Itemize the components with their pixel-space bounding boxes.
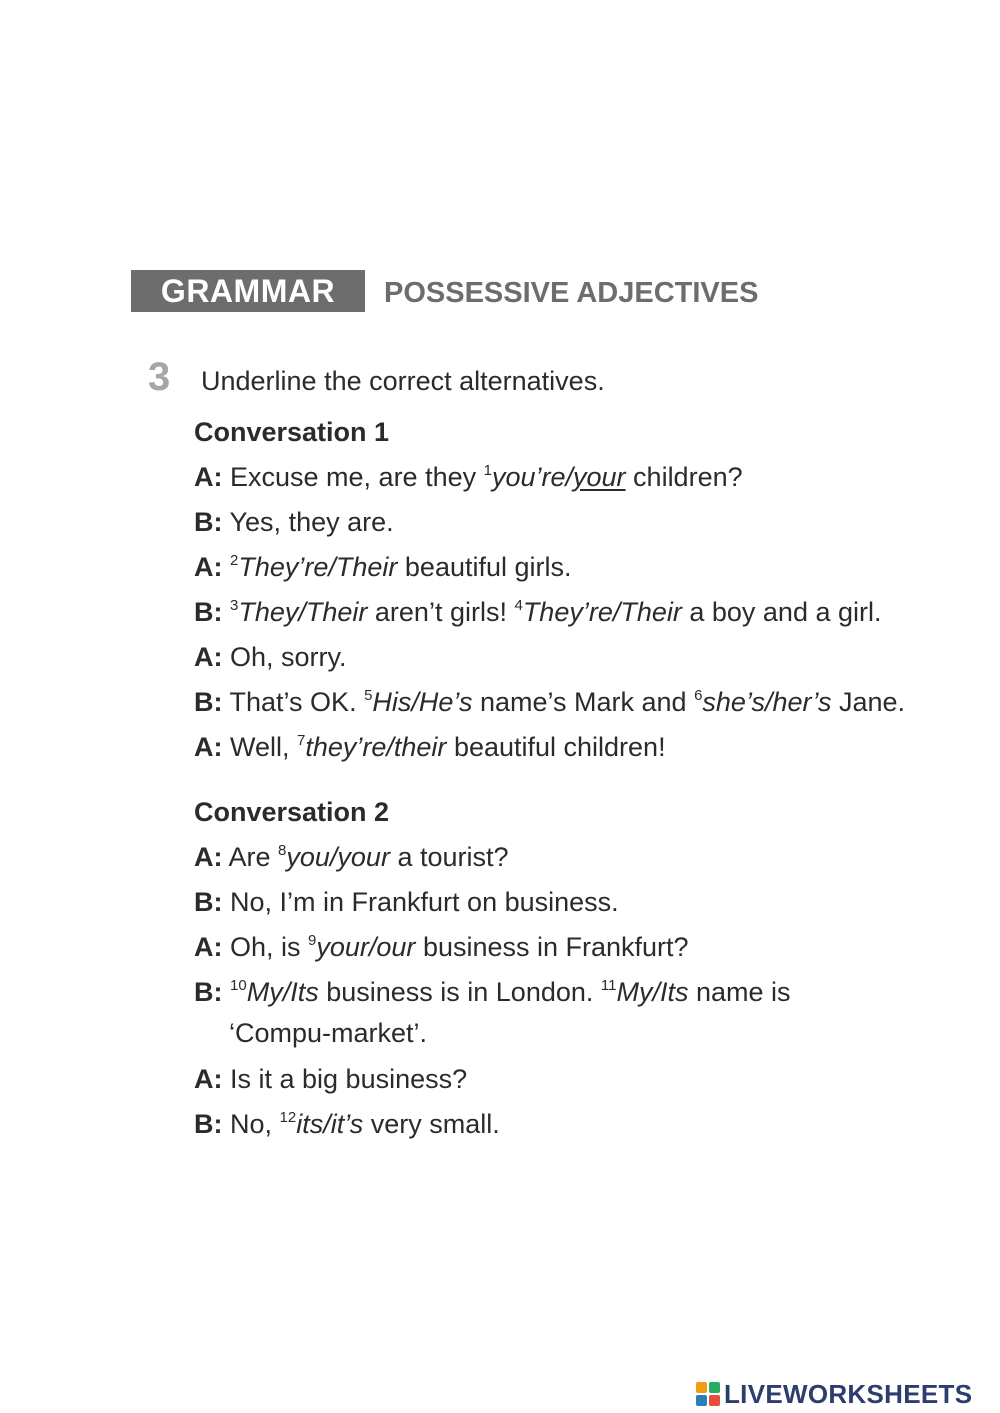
speaker-label: A: [194,552,223,582]
item-number: 10 [230,977,247,994]
dialogue-line-continuation: ‘Compu-market’. [229,1018,428,1048]
option-alternative[interactable]: she’s/her’s [702,687,832,717]
line-text: business is in London. [318,977,601,1007]
item-number: 11 [600,977,617,994]
line-text: a boy and a girl. [681,597,882,627]
line-text [223,977,231,1007]
brand-name: LIVEWORKSHEETS [724,1379,973,1409]
option-alternative-underlined[interactable]: your [573,462,626,492]
item-number: 5 [364,687,373,704]
line-text: name’s Mark and [472,687,695,717]
speaker-label: A: [194,732,223,762]
line-text: No, I’m in Frankfurt on business. [222,887,619,917]
dialogue-line [194,838,509,876]
option-alternative[interactable]: They/Their [238,597,368,627]
grammar-tag: GRAMMAR [131,270,365,312]
option-alternative[interactable]: you/your [286,842,390,872]
line-text: business in Frankfurt? [415,932,689,962]
conversation-1-title: Conversation 1 [194,417,390,447]
item-number: 8 [278,842,287,859]
logo-square [709,1382,720,1393]
dialogue-line [194,683,905,721]
item-number: 7 [297,732,306,749]
speaker-label: A: [194,932,223,962]
liveworksheets-logo-icon [696,1382,720,1406]
conversation-2-title: Conversation 2 [194,797,390,827]
line-text: children? [625,462,743,492]
option-alternative[interactable]: His/He’s [372,687,473,717]
speaker-label: B: [194,977,223,1007]
speaker-label: B: [194,887,223,917]
line-text: very small. [363,1109,500,1139]
item-number: 1 [483,462,492,479]
line-text: Is it a big business? [222,1064,468,1094]
option-alternative[interactable]: you’re/ [491,462,574,492]
dialogue-line [194,503,394,541]
line-text: name is [688,977,791,1007]
item-number: 4 [514,597,523,614]
item-number: 3 [230,597,239,614]
dialogue-line [194,928,689,966]
exercise-instruction: Underline the correct alternatives. [201,366,605,396]
item-number: 2 [230,552,239,569]
dialogue-line [194,973,791,1011]
dialogue-line [194,458,743,496]
option-alternative[interactable]: They’re/Their [238,552,398,582]
speaker-label: A: [194,642,223,672]
option-alternative[interactable]: My/Its [616,977,689,1007]
dialogue-line [194,1060,467,1098]
item-number: 9 [308,932,317,949]
line-text: No, [222,1109,280,1139]
speaker-label: A: [194,1064,223,1094]
line-text [223,552,231,582]
item-number: 6 [694,687,703,704]
dialogue-line [194,638,347,676]
option-alternative[interactable]: they’re/their [305,732,447,762]
line-text: Well, [222,732,298,762]
line-text: Oh, sorry. [222,642,347,672]
line-text: Are [222,842,279,872]
line-text: Oh, is [222,932,309,962]
dialogue-line [194,593,882,631]
line-text: beautiful children! [446,732,666,762]
line-text [223,597,231,627]
option-alternative[interactable]: your/our [316,932,416,962]
exercise-number: 3 [148,355,171,399]
dialogue-line [194,728,666,766]
section-subtitle: POSSESSIVE ADJECTIVES [384,277,759,309]
logo-square [709,1395,720,1406]
item-number: 12 [279,1109,297,1126]
line-text: aren’t girls! [367,597,515,627]
dialogue-line [194,883,619,921]
option-alternative[interactable]: They’re/Their [522,597,682,627]
dialogue-line [194,1105,500,1143]
option-alternative[interactable]: its/it’s [296,1109,364,1139]
liveworksheets-watermark [696,1379,972,1409]
option-alternative[interactable]: My/Its [246,977,319,1007]
line-text: Jane. [831,687,906,717]
line-text: a tourist? [389,842,509,872]
speaker-label: B: [194,507,223,537]
speaker-label: B: [194,597,223,627]
line-text: Yes, they are. [222,507,394,537]
logo-square [696,1382,707,1393]
speaker-label: A: [194,462,223,492]
line-text: Excuse me, are they [222,462,484,492]
speaker-label: A: [194,842,223,872]
speaker-label: B: [194,1109,223,1139]
line-text: That’s OK. [222,687,365,717]
logo-square [696,1395,707,1406]
line-text: beautiful girls. [397,552,572,582]
speaker-label: B: [194,687,223,717]
dialogue-line [194,548,572,586]
